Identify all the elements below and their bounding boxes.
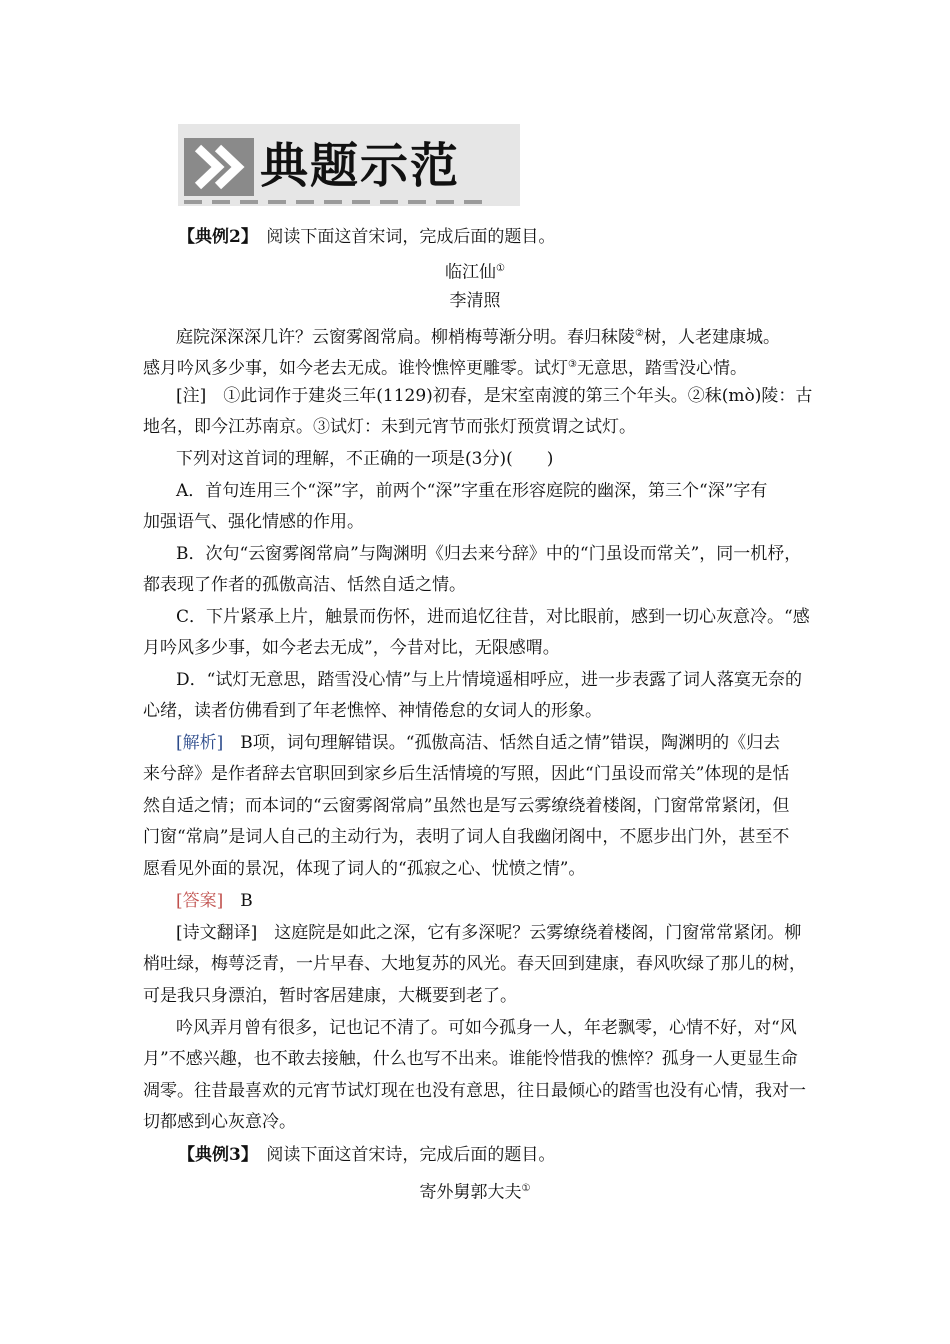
- translation-line-5: 月”不感兴趣，也不敢去接触，什么也写不出来。谁能怜惜我的憔悴？孤身一人更显生命: [143, 1049, 798, 1069]
- analysis-line-1: [解析] B项，词句理解错误。“孤傲高洁、恬然自适之情”错误，陶渊明的《归去: [176, 733, 781, 753]
- example2-label: 【典例2】: [178, 227, 250, 247]
- chevron-right-icon: [184, 138, 254, 196]
- translation-line-6: 凋零。往昔最喜欢的元宵节试灯现在也没有意思，往日最倾心的踏雪也没有心情，我对一: [143, 1081, 806, 1101]
- example3-instruction: 阅读下面这首宋诗，完成后面的题目。: [266, 1145, 556, 1165]
- option-c-line-2: 月吟风多少事，如今老去无成”，今昔对比，无限感喟。: [143, 638, 560, 658]
- analysis-line-3: 然自适之情；而本词的“云窗雾阁常扃”虽然也是写云雾缭绕着楼阁，门窗常常紧闭，但: [143, 796, 790, 816]
- example3-heading: [178, 1144, 555, 1166]
- poem-author: 李清照: [449, 291, 501, 311]
- option-d-line-1: D．“试灯无意思，踏雪没心情”与上片情境遥相呼应，进一步表露了词人落寞无奈的: [176, 670, 803, 690]
- option-d-line-2: 心绪，读者仿佛看到了年老憔悴、神情倦怠的女词人的形象。: [143, 701, 602, 721]
- translation-line-2: 梢吐绿，梅萼泛青，一片早春、大地复苏的风光。春天回到建康，春风吹绿了那儿的树，: [143, 954, 806, 974]
- option-a-line-1: A．首句连用三个“深”字，前两个“深”字重在形容庭院的幽深，第三个“深”字有: [176, 481, 768, 501]
- analysis-line-2: 来兮辞》是作者辞去官职回到家乡后生活情境的写照，因此“门虽设而常关”体现的是恬: [143, 764, 790, 784]
- poem-line-2: 感月吟风多少事，如今老去无成。谁怜憔悴更雕零。试灯③无意思，踏雪没心情。: [143, 358, 747, 379]
- banner-title: 典题示范: [260, 138, 461, 194]
- translation-line-1: [诗文翻译] 这庭院是如此之深，它有多深呢？云雾缭绕着楼阁，门窗常常紧闭。柳: [176, 923, 802, 943]
- translation-line-3: 可是我只身漂泊，暂时客居建康，大概要到老了。: [143, 986, 517, 1006]
- poem-line-1: 庭院深深深几许？云窗雾阁常扃。柳梢梅萼渐分明。春归秣陵②树，人老建康城。: [176, 327, 780, 348]
- note-line-2: 地名，即今江苏南京。③试灯：未到元宵节而张灯预赏谓之试灯。: [143, 417, 636, 437]
- question-text: 下列对这首词的理解，不正确的一项是(3分)( ): [176, 449, 554, 469]
- translation-line-7: 切都感到心灰意冷。: [143, 1112, 296, 1132]
- analysis-line-5: 愿看见外面的景况，体现了词人的“孤寂之心、忧愤之情”。: [143, 859, 586, 879]
- poem-title: 临江仙①: [445, 262, 505, 283]
- translation-line-4: 吟风弄月曾有很多，记也记不清了。可如今孤身一人，年老飘零，心情不好，对“风: [176, 1018, 797, 1038]
- answer-value: B: [223, 891, 253, 911]
- example3-label: 【典例3】: [178, 1145, 250, 1165]
- example3-poem-title: 寄外舅郭大夫①: [419, 1182, 531, 1203]
- translation-label: [诗文翻译]: [176, 923, 258, 943]
- banner-underline: [184, 200, 484, 204]
- analysis-label: [解析]: [176, 733, 224, 753]
- answer-label: [答案]: [176, 891, 224, 911]
- analysis-line-4: 门窗“常扃”是词人自己的主动行为，表明了词人自我幽闭阁中，不愿步出门外，甚至不: [143, 827, 790, 847]
- example2-instruction: 阅读下面这首宋词，完成后面的题目。: [266, 227, 556, 247]
- option-b-line-1: B．次句“云窗雾阁常扃”与陶渊明《归去来兮辞》中的“门虽设而常关”，同一机杼，: [176, 544, 802, 564]
- note-line-1: [注] ①此词作于建炎三年(1129)初春，是宋室南渡的第三个年头。②秣(mò)陵：古: [176, 386, 813, 406]
- answer-line: [176, 890, 253, 912]
- option-a-line-2: 加强语气、强化情感的作用。: [143, 512, 364, 532]
- option-b-line-2: 都表现了作者的孤傲高洁、恬然自适之情。: [143, 575, 466, 595]
- option-c-line-1: C．下片紧承上片，触景而伤怀，进而追忆往昔，对比眼前，感到一切心灰意冷。“感: [176, 607, 810, 627]
- example2-heading: [178, 226, 555, 248]
- section-banner: [178, 124, 520, 206]
